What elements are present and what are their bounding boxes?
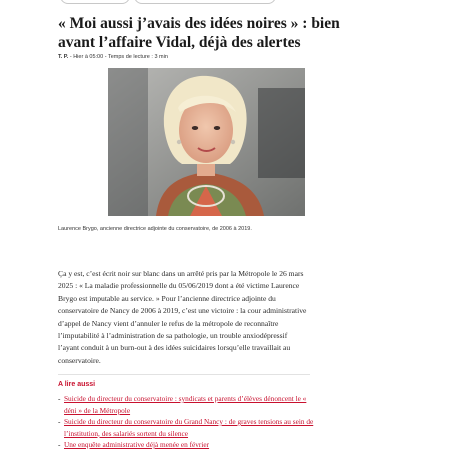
list-dash: -	[58, 417, 61, 426]
read-also-list	[58, 393, 318, 451]
list-item	[58, 439, 318, 451]
publish-time: Hier à 05:00	[73, 54, 104, 60]
photo-caption: Laurence Brygo, ancienne directrice adjointe du conservatoire, de 2006 à 2019.	[58, 226, 252, 232]
author: T. P.	[58, 54, 69, 60]
article-title: « Moi aussi j’avais des idées noires » : bien avant l’affaire Vidal, déjà des alertes	[58, 15, 340, 51]
article-meta	[58, 54, 168, 60]
list-dash: -	[58, 440, 61, 449]
read-also-link[interactable]: Suicide du directeur du conservatoire du Grand Nancy : de graves tensions au sein de l’institution, des salariés sortent du silence	[64, 417, 314, 438]
toolbar-button-left[interactable]	[60, 0, 130, 4]
top-toolbar	[60, 0, 320, 4]
list-item	[58, 416, 318, 439]
toolbar-button-right[interactable]	[134, 0, 276, 4]
article-body: Ça y est, c’est écrit noir sur blanc dans un arrêté pris par la Métropole le 26 mars 2025 : « La maladie professionnelle du 05/06/2019 dont a été victime Laurence Brygo est imputable au service. » Pour l’ancienne directrice adjointe du conservatoire de Nancy de 2006 à 2019, c’est une victoire : la cour administrative d’appel de Nancy vient d’annuler le refus de la métropole de reconnaître l’imputabilité à l’administration de sa pathologie, un trouble anxiodépressif l’ayant conduit à un burn-out à des idées suicidaires lorsqu’elle travaillait au conservatoire.	[58, 269, 307, 365]
article-photo	[108, 68, 305, 216]
read-also-heading: A lire aussi	[58, 381, 96, 388]
meta-separator: -	[69, 54, 72, 60]
read-also-link[interactable]: Une enquête administrative déjà menée en février	[64, 440, 210, 449]
read-also-link[interactable]: Suicide du directeur du conservatoire : syndicats et parents d’élèves dénoncent le « déni » de la Métropole	[64, 394, 307, 415]
reading-time: Temps de lecture : 3 min	[107, 54, 168, 60]
list-item	[58, 393, 318, 416]
list-dash: -	[58, 394, 61, 403]
divider	[58, 374, 310, 375]
meta-separator: -	[104, 54, 107, 60]
